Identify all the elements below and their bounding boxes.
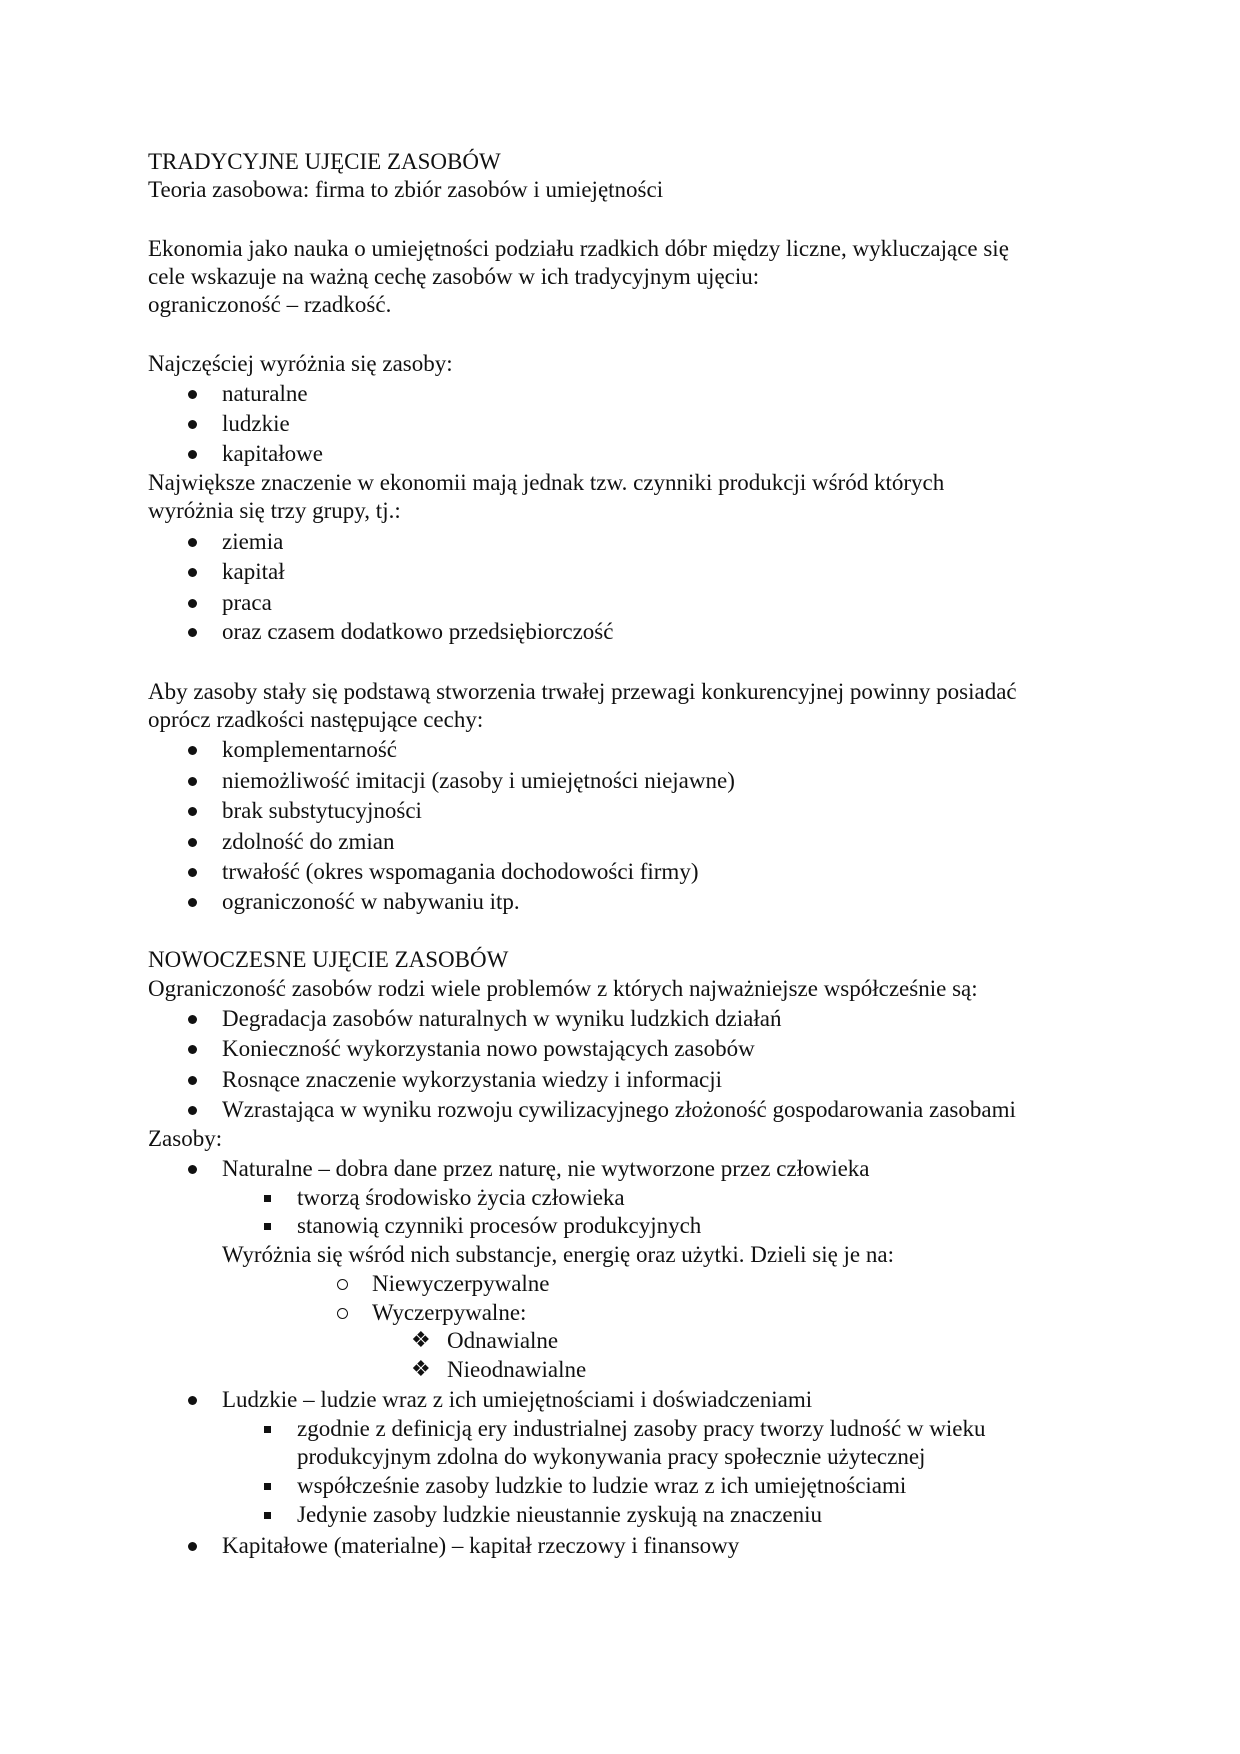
paragraph-line: oprócz rzadkości następujące cechy: — [148, 707, 484, 732]
paragraph-line: Ekonomia jako nauka o umiejętności podziału rzadkich dóbr między liczne, wykluczające się — [148, 236, 1009, 261]
paragraph-line: Najczęściej wyróżnia się zasoby: — [148, 351, 453, 376]
paragraph-line: Aby zasoby stały się podstawą stworzenia trwałej przewagi konkurencyjnej powinny posiadać — [148, 679, 1017, 704]
list-item: Degradacja zasobów naturalnych w wyniku ludzkich działań — [222, 1006, 782, 1031]
list-item: Konieczność wykorzystania nowo powstających zasobów — [222, 1036, 755, 1061]
sub-sub-list-item: ❖ Odnawialne — [447, 1327, 558, 1354]
sub-list-item: Niewyczerpywalne — [372, 1271, 550, 1296]
list-item: naturalne — [222, 381, 308, 406]
paragraph-line: Wyróżnia się wśród nich substancje, energię oraz użytki. Dzieli się je na: — [222, 1242, 894, 1267]
list-item: brak substytucyjności — [222, 798, 422, 823]
list-item: Rosnące znaczenie wykorzystania wiedzy i informacji — [222, 1067, 723, 1092]
list-item: zdolność do zmian — [222, 829, 395, 854]
list-item-naturalne: Naturalne – dobra dane przez naturę, nie wytworzone przez człowieka — [222, 1156, 870, 1181]
list-item: ludzkie — [222, 411, 290, 436]
list-item-ludzkie: Ludzkie – ludzie wraz z ich umiejętnościami i doświadczeniami — [222, 1387, 813, 1412]
paragraph-line: Ograniczoność zasobów rodzi wiele problemów z których najważniejsze współcześnie są: — [148, 976, 978, 1001]
list-item: komplementarność — [222, 737, 398, 762]
list-item: Wzrastająca w wyniku rozwoju cywilizacyjnego złożoność gospodarowania zasobami — [222, 1097, 1016, 1122]
list-item: praca — [222, 590, 272, 615]
list-item: oraz czasem dodatkowo przedsiębiorczość — [222, 619, 614, 644]
paragraph-line: wyróżnia się trzy grupy, tj.: — [148, 498, 401, 523]
list-item: trwałość (okres wspomagania dochodowości firmy) — [222, 859, 699, 884]
list-item: ziemia — [222, 529, 284, 554]
list-item: ograniczoność w nabywaniu itp. — [222, 889, 520, 914]
sub-list-item: współcześnie zasoby ludzkie to ludzie wraz z ich umiejętnościami — [297, 1473, 907, 1498]
sub-list-item: tworzą środowisko życia człowieka — [297, 1185, 625, 1210]
section-heading-modern: NOWOCZESNE UJĘCIE ZASOBÓW — [148, 947, 509, 972]
sub-sub-list-item: ❖ Nieodnawialne — [447, 1356, 586, 1383]
list-item: kapitał — [222, 559, 285, 584]
zasoby-label: Zasoby: — [148, 1126, 223, 1151]
section-heading-traditional: TRADYCYJNE UJĘCIE ZASOBÓW — [148, 149, 501, 174]
list-item: niemożliwość imitacji (zasoby i umiejętności niejawne) — [222, 768, 735, 793]
list-item: kapitałowe — [222, 441, 323, 466]
paragraph-line: Największe znaczenie w ekonomii mają jednak tzw. czynniki produkcji wśród których — [148, 470, 945, 495]
sub-list-item-continuation: produkcyjnym zdolna do wykonywania pracy społecznie użytecznej — [297, 1444, 926, 1469]
sub-list-item: Wyczerpywalne: — [372, 1300, 527, 1325]
section-subtitle: Teoria zasobowa: firma to zbiór zasobów i umiejętności — [148, 177, 664, 202]
sub-list-item: stanowią czynniki procesów produkcyjnych — [297, 1213, 702, 1238]
list-item-kapitalowe: Kapitałowe (materialne) – kapitał rzeczowy i finansowy — [222, 1533, 740, 1558]
paragraph-line: ograniczoność – rzadkość. — [148, 292, 392, 317]
sub-list-item: zgodnie z definicją ery industrialnej zasoby pracy tworzy ludność w wieku — [297, 1416, 986, 1441]
paragraph-line: cele wskazuje na ważną cechę zasobów w ich tradycyjnym ujęciu: — [148, 264, 760, 289]
sub-list-item: Jedynie zasoby ludzkie nieustannie zyskują na znaczeniu — [297, 1502, 822, 1527]
